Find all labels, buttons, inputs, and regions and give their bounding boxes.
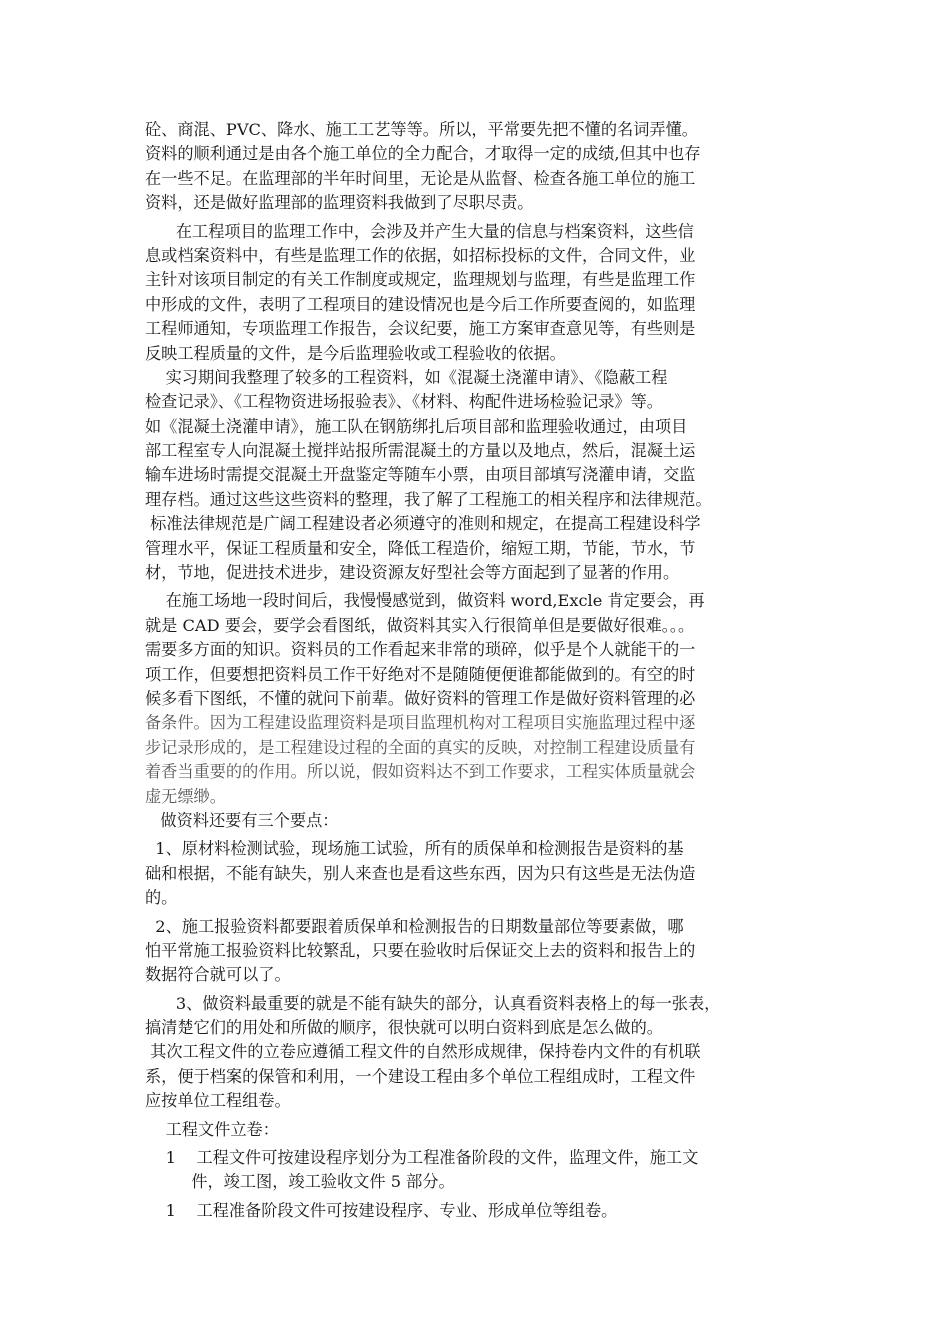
text-line: 如《混凝土浇灌申请》，施工队在钢筋绑扎后项目部和监理验收通过，由项目 bbox=[145, 416, 688, 436]
text-line: 工程文件立卷： bbox=[145, 1119, 279, 1139]
text-line: 反映工程质量的文件，是今后监理验收或工程验收的依据。 bbox=[145, 343, 566, 363]
text-line: 检查记录》、《工程物资进场报验表》、《材料、构配件进场检验记录》等。 bbox=[145, 392, 663, 412]
document-body bbox=[145, 118, 813, 1223]
text-line: 其次工程文件的立卷应遵循工程文件的自然形成规律，保持卷内文件的有机联 bbox=[145, 1042, 701, 1062]
text-line: 材，节地，促进技术进步，建设资源友好型社会等方面起到了显著的作用。 bbox=[145, 563, 680, 583]
text-line: 标准法律规范是广阔工程建设者必须遵守的准则和规定，在提高工程建设科学 bbox=[145, 514, 701, 534]
text-line: 资料，还是做好监理部的监理资料我做到了尽职尽责。 bbox=[145, 193, 534, 213]
text-line: 怕平常施工报验资料比较繁乱，只要在验收时后保证交上去的资料和报告上的 bbox=[145, 940, 696, 960]
text-line: 候多看下图纸，不懂的就问下前辈。做好资料的管理工作是做好资料管理的必 bbox=[145, 688, 696, 708]
text-line: 3、做资料最重要的就是不能有缺失的部分，认真看资料表格上的每一张表， bbox=[145, 993, 721, 1013]
text-line: 1、原材料检测试验，现场施工试验，所有的质保单和检测报告是资料的基 bbox=[145, 839, 684, 859]
text-line: 实习期间我整理了较多的工程资料，如《混凝土浇灌申请》、《隐蔽工程 bbox=[145, 367, 668, 387]
text-line: 步记录形成的，是工程建设过程的全面的真实的反映，对控制工程建设质量有 bbox=[145, 737, 696, 757]
text-line: 需要多方面的知识。资料员的工作看起来非常的琐碎，似乎是个人就能干的一 bbox=[145, 640, 696, 660]
text-line: 在施工场地一段时间后，我慢慢感觉到，做资料 word,Excle 肯定要会，再 bbox=[145, 591, 705, 611]
text-line: 虚无缥缈。 bbox=[145, 786, 226, 806]
text-line: 工程师通知，专项监理工作报告，会议纪要，施工方案审查意见等，有些则是 bbox=[145, 319, 696, 339]
text-line: 在工程项目的监理工作中，会涉及并产生大量的信息与档案资料，这些信 bbox=[145, 221, 694, 241]
text-line: 2、施工报验资料都要跟着质保单和检测报告的日期数量部位等要素做，哪 bbox=[145, 916, 684, 936]
text-line: 系，便于档案的保管和利用，一个建设工程由多个单位工程组成时，工程文件 bbox=[145, 1066, 696, 1086]
text-line: 着香当重要的的作用。所以说，假如资料达不到工作要求，工程实体质量就会 bbox=[145, 762, 696, 782]
text-line: 中形成的文件，表明了工程项目的建设情况也是今后工作所要查阅的，如监理 bbox=[145, 294, 696, 314]
text-line: 在一些不足。在监理部的半年时间里，无论是从监督、检查各施工单位的施工 bbox=[145, 168, 696, 188]
text-line: 做资料还要有三个要点： bbox=[145, 810, 339, 830]
text-line: 息或档案资料中，有些是监理工作的依据，如招标投标的文件，合同文件，业 bbox=[145, 245, 696, 265]
text-line: 1 工程文件可按建设程序划分为工程准备阶段的文件，监理文件，施工文 bbox=[145, 1148, 699, 1168]
text-line: 1 工程准备阶段文件可按建设程序、专业、形成单位等组卷。 bbox=[145, 1200, 618, 1220]
text-line: 输车进场时需提交混凝土开盘鉴定等随车小票，由项目部填写浇灌申请，交监 bbox=[145, 465, 696, 485]
text-line: 件，竣工图，竣工验收文件 5 部分。 bbox=[145, 1172, 455, 1192]
text-line: 项工作，但要想把资料员工作干好绝对不是随随便便谁都能做到的。有空的时 bbox=[145, 664, 696, 684]
text-line: 主针对该项目制定的有关工作制度或规定，监理规划与监理，有些是监理工作 bbox=[145, 270, 696, 290]
text-line: 础和根据，不能有缺失，别人来查也是看这些东西，因为只有这些是无法伪造 bbox=[145, 863, 696, 883]
text-line: 管理水平，保证工程质量和安全，降低工程造价，缩短工期，节能，节水，节 bbox=[145, 538, 696, 558]
text-line: 的。 bbox=[145, 888, 178, 908]
text-line: 砼、商混、PVC、降水、施工工艺等等。所以，平常要先把不懂的名词弄懂。 bbox=[145, 120, 698, 139]
text-line: 数据符合就可以了。 bbox=[145, 965, 291, 985]
text-line: 理存档。通过这些这些资料的整理，我了解了工程施工的相关程序和法律规范。 bbox=[145, 489, 712, 509]
text-line: 备条件。因为工程建设监理资料是项目监理机构对工程项目实施监理过程中逐 bbox=[145, 713, 696, 733]
text-line: 资料的顺利通过是由各个施工单位的全力配合，才取得一定的成绩,但其中也存 bbox=[145, 144, 701, 164]
text-line: 部工程室专人向混凝土搅拌站报所需混凝土的方量以及地点，然后，混凝土运 bbox=[145, 441, 696, 461]
text-line: 搞清楚它们的用处和所做的顺序，很快就可以明白资料到底是怎么做的。 bbox=[145, 1018, 663, 1038]
text-line: 就是 CAD 要会，要学会看图纸，做资料其实入行很简单但是要做好很难。。。 bbox=[145, 615, 695, 635]
text-line: 应按单位工程组卷。 bbox=[145, 1091, 291, 1111]
